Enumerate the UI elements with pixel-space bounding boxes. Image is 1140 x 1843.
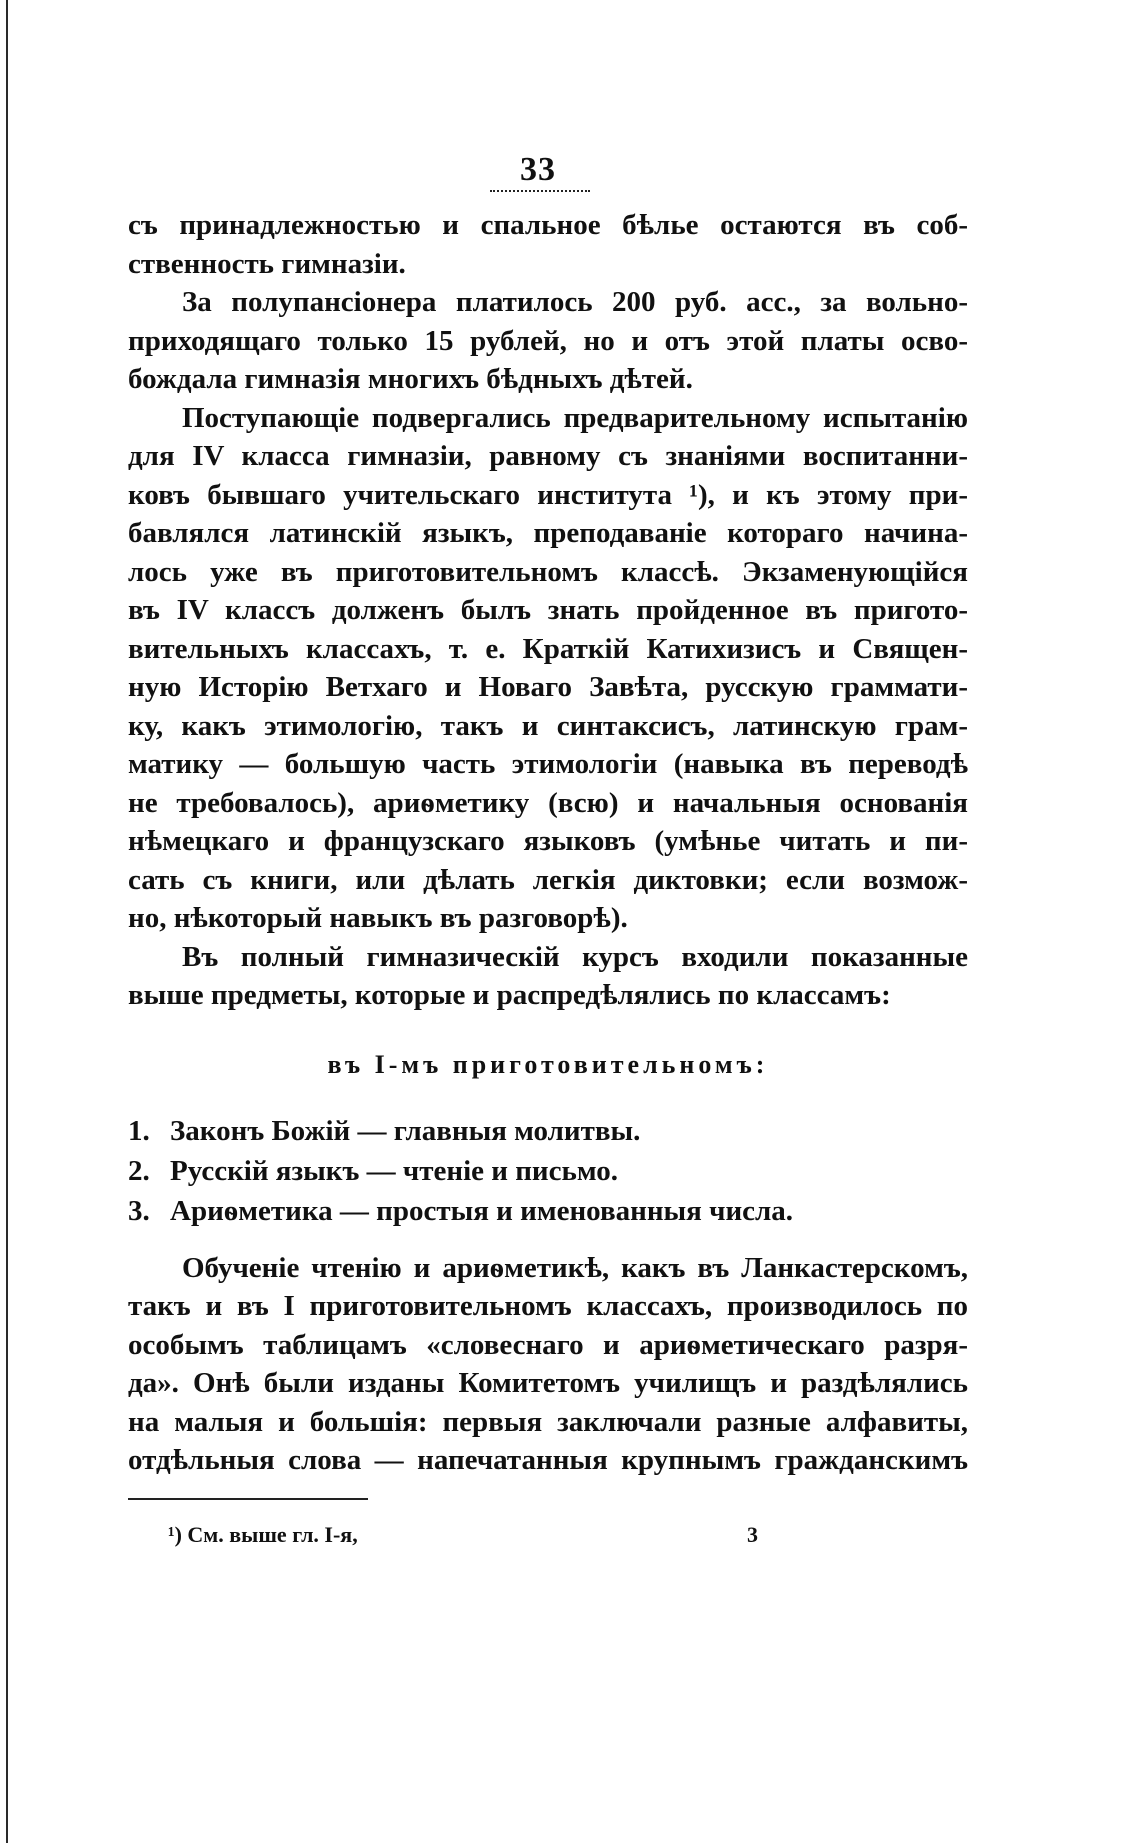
text-line: особымъ таблицамъ «словеснаго и ариѳметическаго разря- [128,1328,968,1361]
paragraph [128,206,968,283]
page-number-rule [490,190,590,192]
printer-signature: 3 [747,1521,758,1547]
text-line: вительныхъ классахъ, т. е. Краткій Катихизисъ и Священ- [128,632,968,665]
text-line: Обученіе чтенію и ариѳметикѣ, какъ въ Ланкастерскомъ, [182,1251,968,1284]
text-line: отдѣльныя слова — напечатанныя крупнымъ гражданскимъ [128,1444,968,1476]
footnote-rule [128,1498,368,1500]
text-line: выше предметы, которые и распредѣлялись по классамъ: [128,979,891,1011]
text-line: нѣмецкаго и французскаго языковъ (умѣнье читать и пи- [128,825,968,857]
paragraph [128,1249,968,1480]
body-text [128,206,968,1015]
list-item-text: Ариѳметика — простыя и именованныя числа. [170,1194,794,1227]
text-line: такъ и въ І приготовительномъ классахъ, производилось по [128,1290,968,1322]
text-line: но, нѣкоторый навыкъ въ разговорѣ). [128,902,628,934]
paragraph [128,283,968,399]
text-line: матику — большую часть этимологіи (навыка въ переводѣ [128,748,968,780]
list-item-text: Русскій языкъ — чтеніе и письмо. [170,1154,618,1187]
text-line: Поступающіе подвергались предварительному испытанію [182,401,968,434]
paragraph [128,938,968,1015]
text-line: на малыя и большія: первыя заключали разные алфавиты, [128,1405,968,1438]
text-line: не требовалось), ариѳметику (всю) и начальныя основанія [128,786,968,819]
page-number: 33 [520,151,556,188]
text-line: ственность гимназіи. [128,247,406,280]
text-line: сать съ книги, или дѣлать легкія диктовки; если возмож- [128,863,968,896]
list-item-number: 1. [128,1114,150,1147]
text-line: За полупансіонера платилось 200 руб. асс., за вольно- [182,286,968,318]
paragraph [128,399,968,938]
text-line: ную Исторію Ветхаго и Новаго Завѣта, русскую граммати- [128,671,968,703]
footnote-text: ¹) См. выше гл. І-я, [168,1521,358,1547]
list-item-text: Законъ Божій — главныя молитвы. [170,1114,641,1147]
text-line: бавлялся латинскій языкъ, преподаваніе котораго начина- [128,517,968,549]
text-line: Въ полный гимназическій курсъ входили показанные [182,940,968,973]
text-line: для IV класса гимназіи, равному съ знаніями воспитанни- [128,440,968,472]
scan-edge-line [6,0,8,1843]
text-line: да». Онѣ были изданы Комитетомъ училищъ и раздѣлялись [128,1367,968,1399]
text-line: лось уже въ приготовительномъ классѣ. Экзаменующійся [128,555,968,588]
section-heading: въ І-мъ приготовительномъ: [327,1049,769,1079]
list-item-number: 3. [128,1194,150,1227]
footnote [128,1520,968,1550]
closing-paragraph [128,1249,968,1480]
book-page [128,150,968,1550]
list-item [128,1111,968,1151]
text-line: приходящаго только 15 рублей, но и отъ этой платы осво- [128,324,968,357]
list-item [128,1151,968,1191]
list-item [128,1191,968,1231]
subject-list [128,1111,968,1231]
text-line: съ принадлежностью и спальное бѣлье остаются въ соб- [128,209,968,241]
text-line: въ IV классъ долженъ былъ знать пройденное въ пригото- [128,594,968,626]
text-line: ку, какъ этимологію, такъ и синтаксисъ, латинскую грам- [128,709,968,742]
list-item-number: 2. [128,1154,150,1187]
text-line: ковъ бывшаго учительскаго института ¹), и къ этому при- [128,478,968,511]
text-line: бождала гимназія многихъ бѣдныхъ дѣтей. [128,363,693,395]
